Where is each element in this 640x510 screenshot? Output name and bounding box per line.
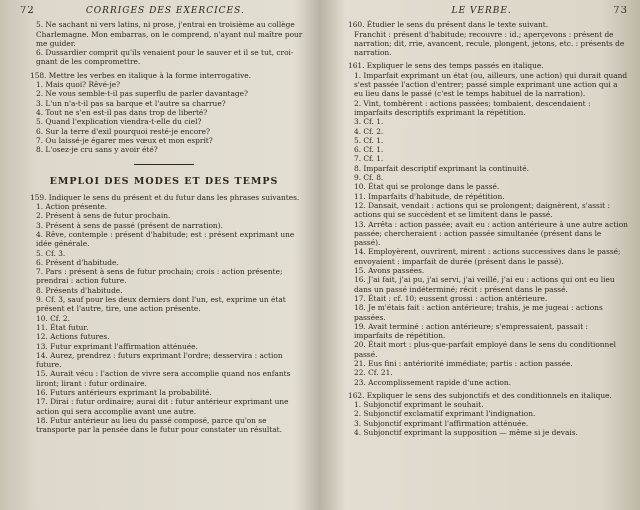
list-item: 8. Imparfait descriptif exprimant la continuité.: [354, 163, 529, 173]
list-item: 16. J'ai fait, j'ai pu, j'ai servi, j'ai veillé, j'ai eu : actions qui ont eu lieu dans un passé indéterminé; récit : présent dans le passé.: [354, 275, 615, 294]
exercise-text: Franchit : présent d'habitude; recouvre : id.; aperçevons : présent de narration; dit, rrie, avancent, recule, plongent, jetons, etc. : présents de narration.: [354, 29, 625, 58]
list-item: 1. Action présente.: [36, 202, 108, 212]
list-item: 5. Quand l'explication viendra-t-elle du ciel?: [36, 117, 202, 127]
list-item: 3. L'un n'a-t-il pas sa barque et l'autre sa charrue?: [36, 98, 226, 108]
list-item: 11. État futur.: [36, 322, 89, 332]
list-item: 11. Imparfaits d'habitude, de répétition.: [354, 191, 505, 201]
list-item: 18. Futur antérieur au lieu du passé composé, parce qu'on se transporte par la pensée dans le futur pour constater un résultat.: [36, 415, 282, 435]
divider: [134, 164, 194, 165]
right-page: [338, 6, 628, 506]
list-item: 14. Employèrent, ouvrirent, mirent : actions successives dans le passé; envoyaient : imparfait de durée (présent dans le passé).: [354, 247, 621, 266]
list-item: 2. Ne vous semble-t-il pas superflu de parler davantage?: [36, 89, 248, 99]
list-item: 12. Dansait, vendait : actions qui se prolongent; daignèrent, s'assit : actions qui se succèdent et se limitent dans le passé.: [354, 200, 610, 220]
list-item: 7. Cf. 1.: [354, 154, 384, 164]
list-item: 13. Futur exprimant l'affirmation atténuée.: [36, 341, 198, 351]
list-item: 5. Cf. 3.: [36, 248, 66, 258]
list-item: 15. Aurait vécu : l'action de vivre sera accomplie quand nos enfants liront; lirant : futur ordinaire.: [36, 369, 291, 388]
list-item: 1. Subjonctif exprimant le souhait.: [354, 400, 484, 410]
list-item: 14. Aurez, prendrez : futurs exprimant l'ordre; desservira : action future.: [36, 350, 283, 370]
list-item: 5. Cf. 1.: [354, 135, 384, 145]
list-item: 4. Subjonctif exprimant la supposition — même si je devais.: [354, 428, 578, 438]
list-item: 9. Cf. 3, sauf pour les deux derniers dont l'un, est, exprime un état présent et l'autre, tire, une action présente.: [36, 295, 286, 314]
list-item: 1. Mais quoi? Rêvé-je?: [36, 80, 121, 90]
exercise-title: 161. Expliquer le sens des temps passés en italique.: [348, 61, 544, 71]
exercise-title: 159. Indiquer le sens du présent et du futur dans les phrases suivantes.: [30, 192, 300, 202]
list-item: 3. Présent à sens de passé (présent de narration).: [36, 220, 223, 230]
list-item: 4. Cf. 2.: [354, 126, 384, 136]
exercise-title: 160. Étudier le sens du présent dans le texte suivant.: [348, 20, 549, 30]
list-item: 10. État qui se prolonge dans le passé.: [354, 182, 500, 192]
list-item: 4. Tout ne s'en est-il pas dans trop de liberté?: [36, 107, 208, 117]
right-running-head: [338, 6, 628, 16]
running-title: CORRIGÉS DES EXERCICES.: [85, 6, 245, 16]
list-item: 10. Cf. 2.: [36, 313, 70, 323]
list-item: 7. Ou laissé-je égarer mes vœux et mon esprit?: [36, 135, 213, 145]
list-item: 7. Pars : présent à sens de futur prochain; crois : action présente; prendrai : action future.: [36, 267, 283, 286]
list-item: 21. Eus fini : antériorité immédiate; partis : action passée.: [354, 358, 573, 368]
list-item: 18. Je m'étais fait : action antérieure; trahis, je me jugeai : actions passées.: [354, 303, 603, 322]
list-item: 3. Cf. 1.: [354, 117, 384, 127]
text-line: 5. Ne sachant ni vers latins, ni prose, j'entrai en troisième au collège Charlemagne. Mon embarras, on le comprend, n'ayant nul maître pour me guider.: [36, 20, 303, 48]
list-item: 2. Subjonctif exclamatif exprimant l'indignation.: [354, 409, 536, 419]
list-item: 17. Était : cf. 10; eussent grossi : action antérieure.: [354, 293, 548, 303]
list-item: 6. Cf. 1.: [354, 145, 384, 155]
list-item: 20. Était mort : plus-que-parfait employé dans le sens du conditionnel passé.: [354, 340, 617, 359]
list-item: 1. Imparfait exprimant un état (ou, ailleurs, une action) qui durait quand s'est passée l'action d'entrer; passé simple exprimant une action qui a eu lieu dans le passé (c'est le temps habituel de la narration).: [354, 70, 628, 99]
list-item: 13. Arrêta : action passée; avait eu : action antérieure à une autre action passée; chercheraient : action passée simultanée (présent dans le passé).: [354, 219, 628, 248]
section-title: EMPLOI DES MODES ET DES TEMPS: [49, 176, 279, 188]
list-item: 23. Accomplissement rapide d'une action.: [354, 377, 511, 387]
list-item: 17. Dirai : futur ordinaire; aurai dit : futur antérieur exprimant une action qui sera accomplie avant une autre.: [36, 397, 289, 416]
list-item: 15. Avons passées.: [354, 266, 425, 276]
list-item: 4. Rêve, contemple : présent d'habitude; est : présent exprimant une idée générale.: [36, 229, 295, 249]
running-title: LE VERBE.: [451, 6, 512, 16]
list-item: 9. Cf. 8.: [354, 173, 384, 183]
left-running-head: [20, 6, 308, 16]
left-page: [20, 6, 308, 506]
list-item: 19. Avait terminé : action antérieure; s'empressaient, passait : imparfaits de répétition.: [354, 321, 589, 341]
page-number: 73: [613, 6, 628, 16]
list-item: 3. Subjonctif exprimant l'affirmation atténuée.: [354, 418, 529, 428]
exercise-title: 158. Mettre les verbes en italique à la forme interrogative.: [30, 70, 251, 80]
list-item: 2. Présent à sens de futur prochain.: [36, 211, 171, 221]
page-number: 72: [20, 6, 35, 16]
list-item: 8. L'osez-je cru sans y avoir été?: [36, 145, 158, 155]
list-item: 8. Présents d'habitude.: [36, 285, 123, 295]
list-item: 2. Vint, tombèrent : actions passées; tombaient, descendaient : imparfaits descriptifs exprimant la répétition.: [354, 98, 591, 117]
list-item: 16. Futurs antérieurs exprimant la probabilité.: [36, 387, 212, 397]
list-item: 6. Présent d'habitude.: [36, 257, 119, 267]
exercise-title: 162. Expliquer le sens des subjonctifs et des conditionnels en italique.: [348, 390, 612, 400]
list-item: 6. Sur la terre d'exil pourquoi resté-je encore?: [36, 126, 211, 136]
text-line: 6. Dussardier comprit qu'ils venaient pour le sauver et il se tut, croi-gnant de les compromettre.: [36, 48, 294, 67]
list-item: 22. Cf. 21.: [354, 368, 393, 378]
list-item: 12. Actions futures.: [36, 332, 110, 342]
